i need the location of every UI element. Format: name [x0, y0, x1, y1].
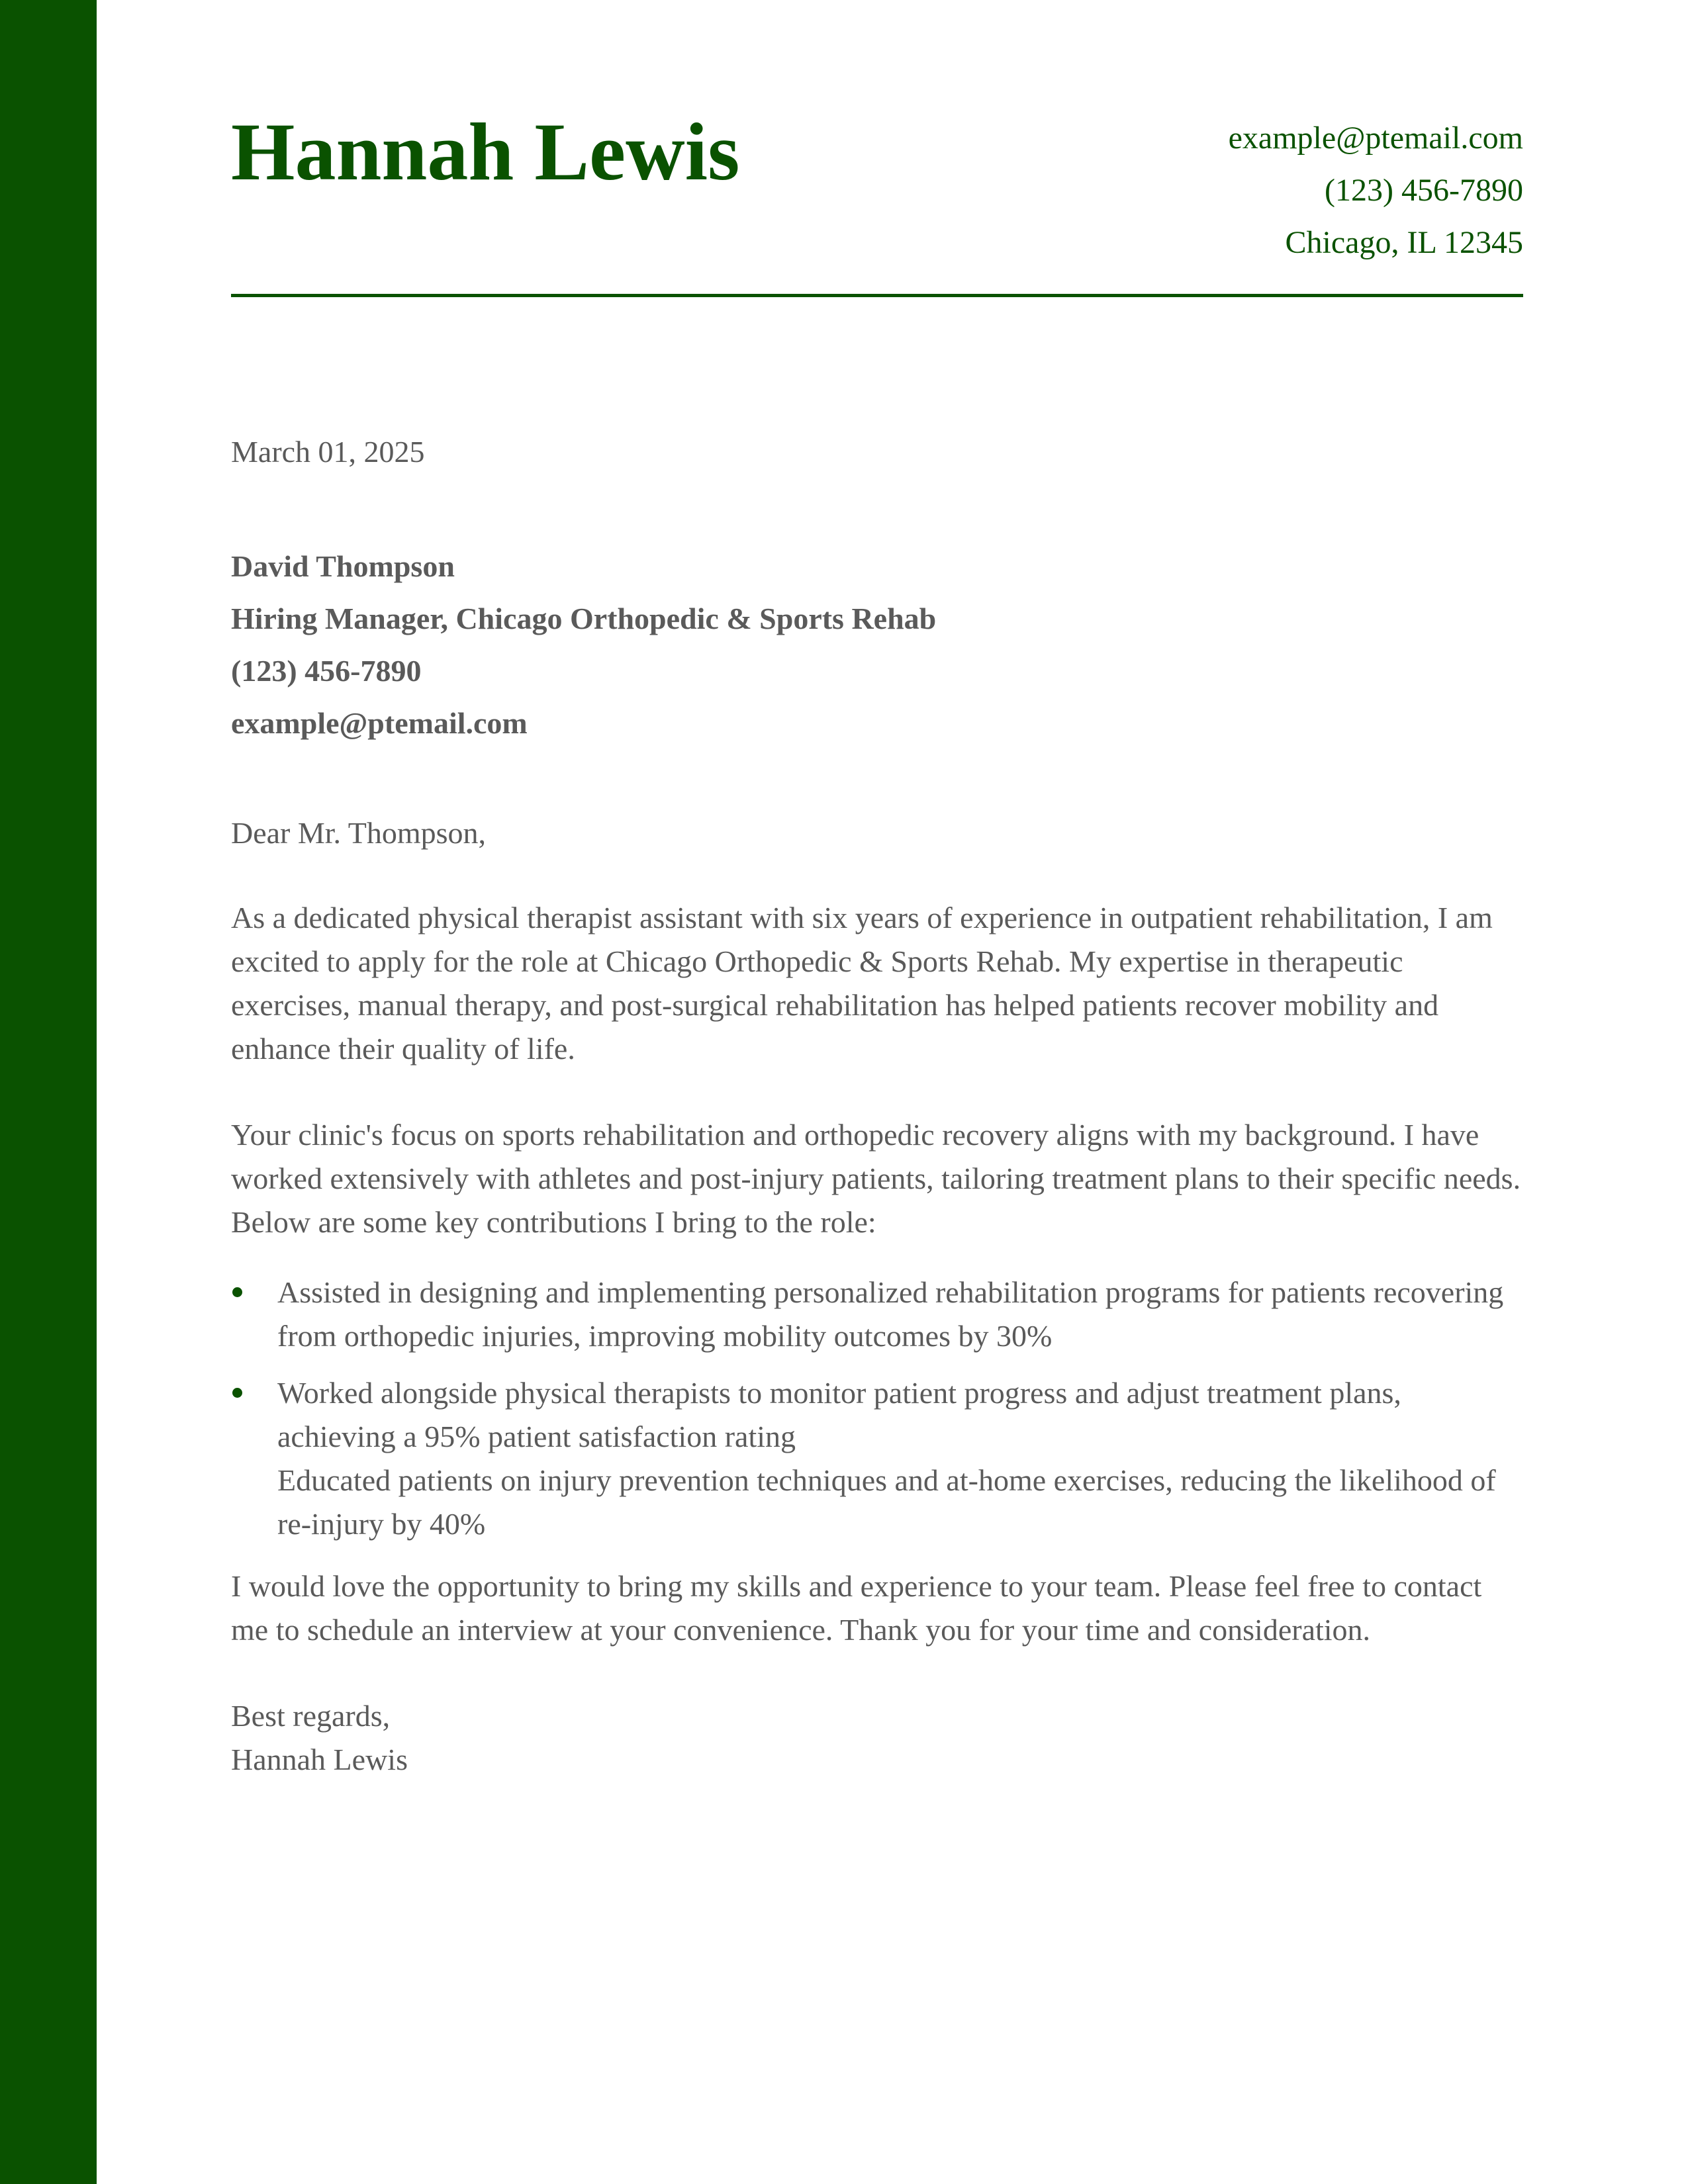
- sender-name: Hannah Lewis: [231, 107, 740, 197]
- sender-location: Chicago, IL 12345: [1285, 225, 1523, 260]
- salutation: Dear Mr. Thompson,: [231, 816, 487, 850]
- letter-date: March 01, 2025: [231, 435, 425, 469]
- paragraph-intro: As a dedicated physical therapist assistant with six years of experience in outpatient rehabilitation, I am excited to apply for the role at Chicago Orthopedic & Sports Rehab. My expertise in therapeutic exercises, manual therapy, and post-surgical rehabilitation has helped patients recover mobility and enhance their quality of life.: [231, 901, 1493, 1066]
- signature: Hannah Lewis: [231, 1743, 408, 1776]
- recipient-title: Hiring Manager, Chicago Orthopedic & Sports Rehab: [231, 602, 937, 635]
- recipient-name: David Thompson: [231, 549, 455, 583]
- list-item-text: Worked alongside physical therapists to monitor patient progress and adjust treatment plans, achieving a 95% patient satisfaction rating: [277, 1376, 1401, 1453]
- sender-email: example@ptemail.com: [1228, 120, 1523, 156]
- recipient-phone: (123) 456-7890: [231, 654, 422, 688]
- header-divider: [231, 294, 1523, 297]
- paragraph-background: Your clinic's focus on sports rehabilitation and orthopedic recovery aligns with my background. I have worked extensively with athletes and post-injury patients, tailoring treatment plans to their specific needs. Below are some key contributions I bring to the role:: [231, 1118, 1521, 1239]
- letter-body: [231, 430, 1523, 1782]
- list-item-text: Assisted in designing and implementing personalized rehabilitation programs for patients recovering from orthopedic injuries, improving mobility outcomes by 30%: [277, 1275, 1504, 1353]
- letter-header: [231, 0, 1523, 298]
- accent-side-bar: [0, 0, 97, 2184]
- bullet-icon: [232, 1388, 242, 1398]
- list-item: [231, 1271, 1523, 1358]
- sign-off-block: [231, 1694, 1523, 1782]
- paragraph-closing: I would love the opportunity to bring my skills and experience to your team. Please feel free to contact me to schedule an interview at your convenience. Thank you for your time and consideration.: [231, 1569, 1482, 1647]
- bullet-icon: [232, 1287, 242, 1297]
- sender-contact-block: [1229, 112, 1523, 269]
- list-item: [231, 1371, 1523, 1459]
- contributions-list: [231, 1271, 1523, 1546]
- sender-phone: (123) 456-7890: [1325, 173, 1523, 208]
- sign-off: Best regards,: [231, 1699, 391, 1733]
- recipient-email: example@ptemail.com: [231, 706, 528, 740]
- list-item: [231, 1459, 1523, 1546]
- recipient-block: [231, 540, 1523, 749]
- list-item-text: Educated patients on injury prevention techniques and at-home exercises, reducing the likelihood of re-injury by 40%: [277, 1463, 1496, 1541]
